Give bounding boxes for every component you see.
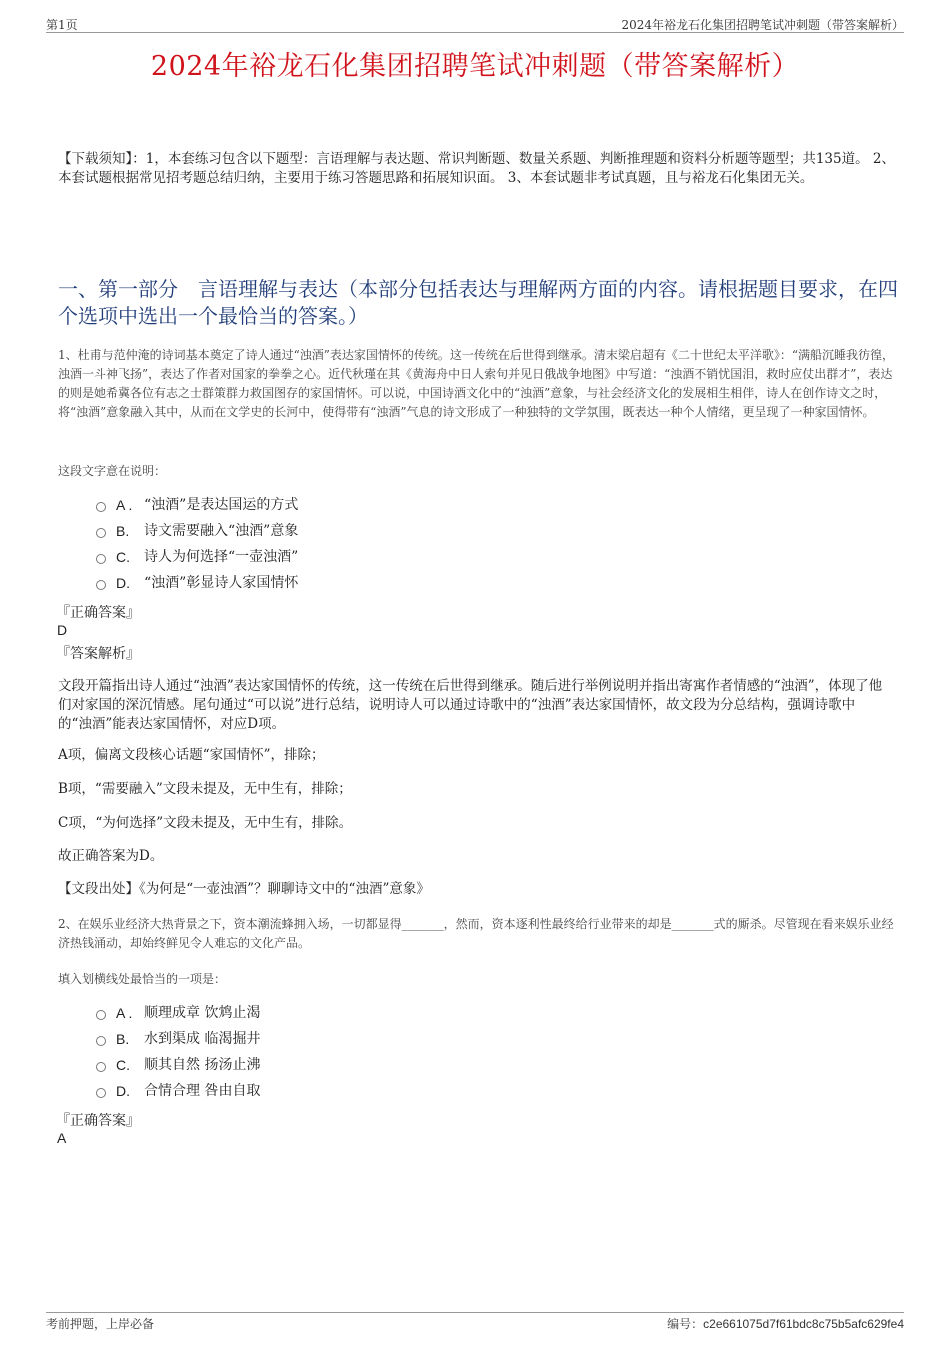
page-header [46,14,904,33]
option-d[interactable]: D. “浊酒”彰显诗人家国情怀 [96,570,298,596]
header-doc-title: 2024年裕龙石化集团招聘笔试冲刺题（带答案解析） [621,18,904,32]
option-c[interactable]: C. 顺其自然 扬汤止沸 [96,1052,260,1078]
correct-answer-label: 『正确答案』 [56,1113,140,1129]
radio-icon[interactable] [96,1010,106,1020]
analysis-source: 【文段出处】《为何是“一壶浊酒”？聊聊诗文中的“浊酒”意象》 [58,881,430,897]
radio-icon[interactable] [96,554,106,564]
document-title: 2024年裕龙石化集团招聘笔试冲刺题（带答案解析） [150,51,800,82]
analysis-option-a: A项，偏离文段核心话题“家国情怀”，排除； [58,747,325,763]
page-number: 第1页 [46,18,78,32]
footer-rule [46,1312,904,1314]
question-2-prompt: 填入划横线处最恰当的一项是： [58,972,227,986]
question-2-stem: 2、在娱乐业经济大热背景之下，资本潮流蜂拥入场，一切都显得_______，然而，资本逐利性最终给行业带来的却是_______式的厮杀。尽管现在看来娱乐业经济热钱涌动，却始终鲜见令人难忘的文化产品。 [58,917,894,950]
option-a[interactable]: A . 顺理成章 饮鸩止渴 [96,1000,260,1026]
radio-icon[interactable] [96,528,106,538]
question-1-options [96,492,298,596]
question-1-stem: 1、杜甫与范仲淹的诗词基本奠定了诗人通过“浊酒”表达家国情怀的传统。这一传统在后世得到继承。清末梁启超有《二十世纪太平洋歌》：“满船沉睡我彷徨，浊酒一斗神飞扬”，表达了作者对国家的拳拳之心。近代秋瑾在其《黄海舟中日人索句并见日俄战争地图》中写道：“浊酒不销忧国泪，救时应仗出群才”，表达的则是她希冀各位有志之士群策群力救国图存的家国情怀。可以说，中国诗酒文化中的“浊酒”意象，与社会经济文化的发展相生相伴，诗人在创作诗文之时，将“浊酒”意象融入其中，从而在文学史的长河中，使得带有“浊酒”气息的诗文形成了一种独特的文学氛围，既表达一种个人情绪，更呈现了一种家国情怀。 [58,348,895,419]
question-1-prompt: 这段文字意在说明： [58,464,167,478]
correct-answer-value: D [57,622,68,638]
option-b[interactable]: B. 诗文需要融入“浊酒”意象 [96,518,298,544]
footer-code [667,1315,904,1332]
option-c[interactable]: C. 诗人为何选择“一壶浊酒” [96,544,298,570]
analysis-option-b: B项，“需要融入”文段未提及，无中生有，排除； [58,781,352,797]
radio-icon[interactable] [96,1088,106,1098]
radio-icon[interactable] [96,1036,106,1046]
radio-icon[interactable] [96,1062,106,1072]
footer-code-value: c2e661075d7f61bdc8c75b5afc629fe4 [703,1317,904,1331]
analysis-label: 『答案解析』 [56,646,140,662]
option-a[interactable]: A . “浊酒”是表达国运的方式 [96,492,298,518]
option-d[interactable]: D. 合情合理 咎由自取 [96,1078,260,1104]
footer-slogan: 考前押题，上岸必备 [46,1317,155,1331]
radio-icon[interactable] [96,580,106,590]
footer-code-label: 编号： [667,1317,704,1331]
section-heading: 一、第一部分 言语理解与表达（本部分包括表达与理解两方面的内容。请根据题目要求，在四个选项中选出一个最恰当的答案。） [58,277,898,328]
question-2-options [96,1000,260,1104]
radio-icon[interactable] [96,502,106,512]
download-notice: 【下载须知】：1，本套练习包含以下题型：言语理解与表达题、常识判断题、数量关系题、判断推理题和资料分析题等题型；共135道。 2、本套试题根据常见招考题总结归纳，主要用于练习答题思路和拓展知识面。 3、本套试题非考试真题，且与裕龙石化集团无关。 [58,151,895,186]
analysis-conclusion: 故正确答案为D。 [58,848,164,864]
correct-answer-value: A [57,1130,67,1146]
option-b[interactable]: B. 水到渠成 临渴掘井 [96,1026,260,1052]
analysis-paragraph: 文段开篇指出诗人通过“浊酒”表达家国情怀的传统，这一传统在后世得到继承。随后进行举例说明并指出寄寓作者情感的“浊酒”，体现了他们对家国的深沉情感。尾句通过“可以说”进行总结，说明诗人可以通过诗歌中的“浊酒”表达家国情怀，故文段为分总结构，强调诗歌中的“浊酒”能表达家国情怀，对应D项。 [58,678,883,732]
analysis-option-c: C项，“为何选择”文段未提及，无中生有，排除。 [58,815,353,831]
correct-answer-label: 『正确答案』 [56,605,140,621]
